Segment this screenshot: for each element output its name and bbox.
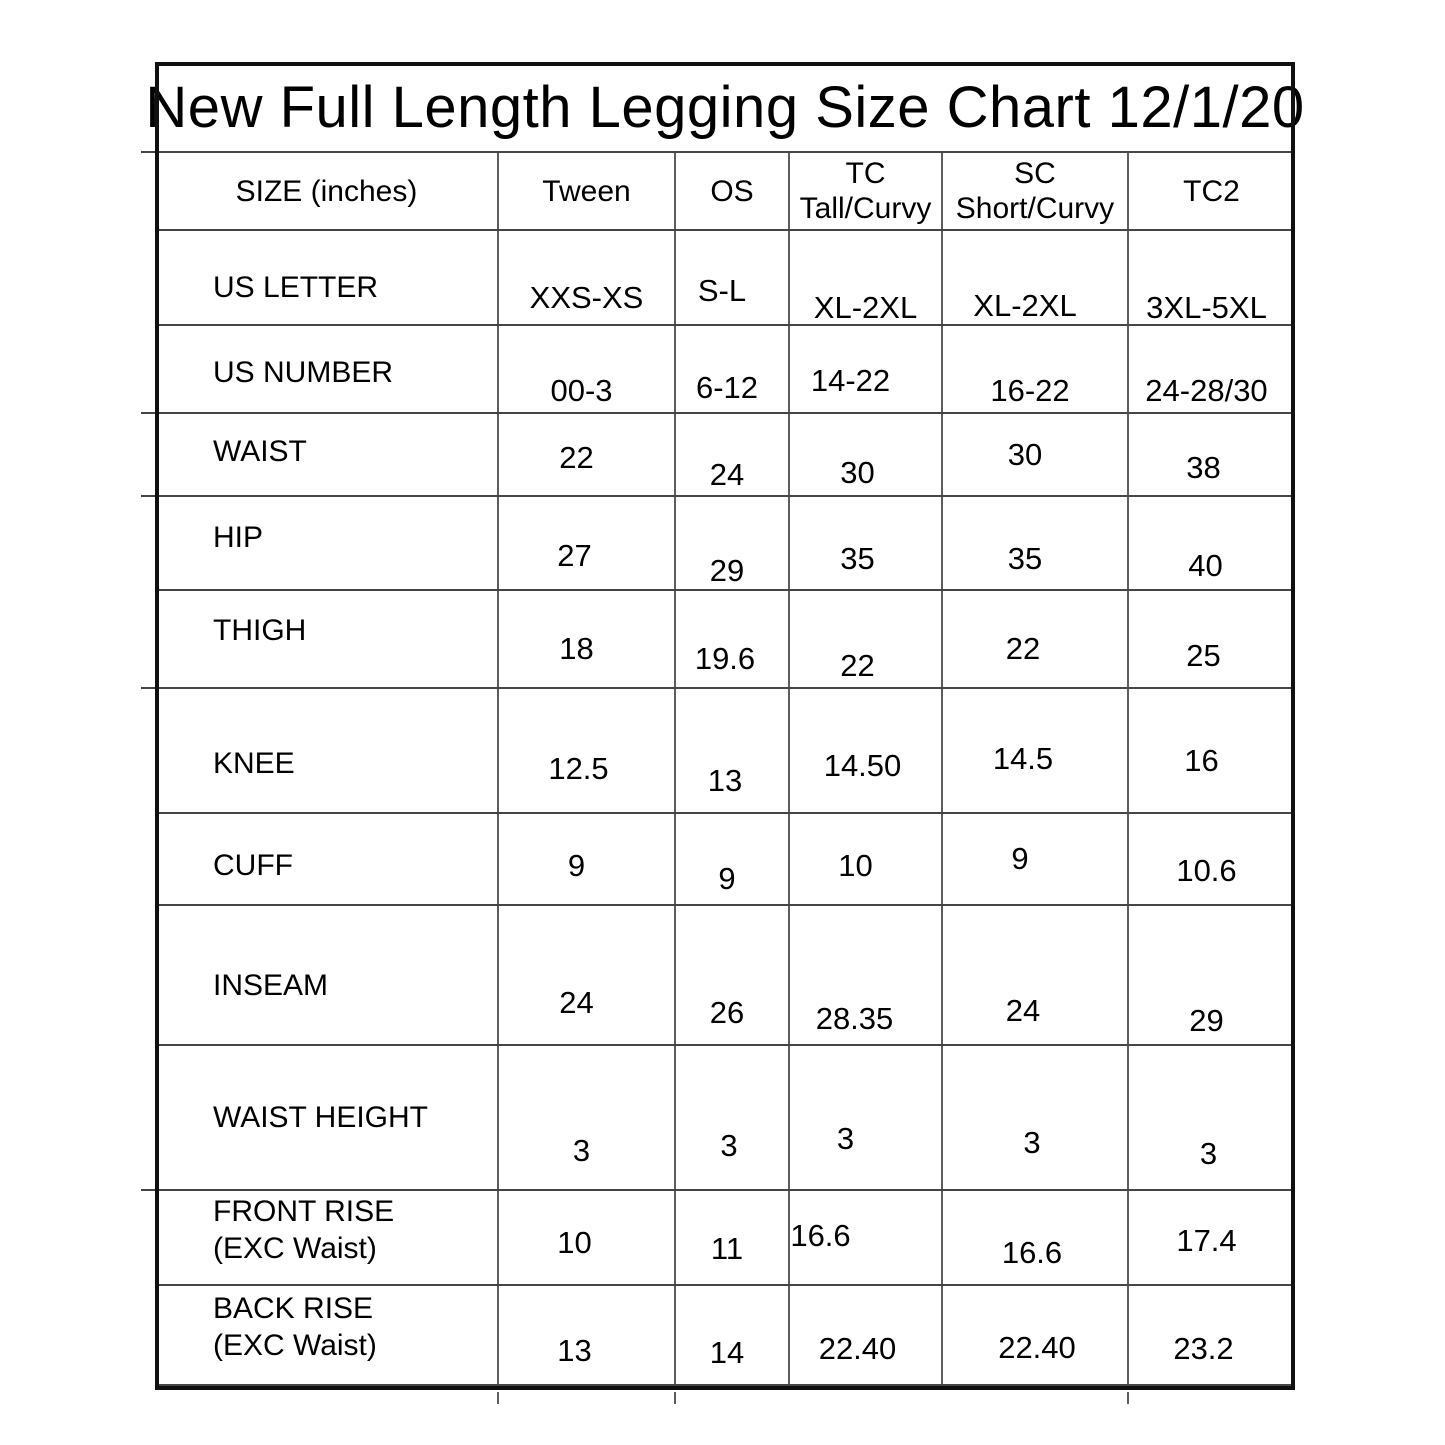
value-cell [1128,1285,1295,1390]
value-cell [1128,496,1295,590]
value-text: 22 [840,648,875,683]
value-cell [675,813,789,905]
value-cell [942,1190,1128,1285]
value-cell [1128,1045,1295,1190]
row-label-text: US NUMBER [213,355,394,389]
value-cell [789,813,942,905]
row-label [155,819,498,911]
grid-stub-tick [674,1392,676,1404]
value-cell [675,1285,789,1390]
row-label [155,490,498,584]
column-header-sublabel: Short/Curvy [955,192,1115,225]
value-cell [675,413,789,496]
value-cell [1128,905,1295,1045]
row-label-text: FRONT RISE [213,1194,395,1228]
row-label [155,915,498,1055]
value-text: 35 [1007,541,1043,576]
value-cell [675,230,789,325]
value-text: 27 [557,538,592,573]
column-header [942,152,1128,230]
value-text: 26 [709,995,745,1030]
value-cell [789,688,942,813]
value-cell [498,1045,675,1190]
value-text: 3 [836,1121,855,1156]
value-cell [498,230,675,325]
row-label [155,701,498,826]
value-text: 9 [1011,841,1029,876]
value-cell [942,1285,1128,1390]
value-text: 16.6 [790,1218,851,1253]
column-header [498,152,675,230]
row-label-text: KNEE [213,747,295,780]
value-cell [789,590,942,688]
value-cell [1128,1190,1295,1285]
value-text: 13 [557,1333,592,1368]
value-text: 24-28/30 [1145,373,1268,408]
row-label [155,328,498,416]
value-cell [498,590,675,688]
chart-title: New Full Length Legging Size Chart 12/1/20 [145,74,1305,140]
value-cell [1128,688,1295,813]
value-text: 17.4 [1176,1223,1237,1258]
value-cell [498,496,675,590]
grid-stub-tick [497,1392,499,1404]
value-text: S-L [697,273,747,308]
value-text: 28.35 [815,1001,894,1036]
value-cell [498,905,675,1045]
column-header-size [155,152,498,230]
value-cell [675,496,789,590]
value-cell [675,325,789,413]
value-text: 24 [709,457,745,492]
value-text: 24 [1005,993,1041,1028]
value-cell [675,590,789,688]
value-text: 3 [572,1133,591,1168]
value-text: 13 [707,763,743,798]
value-text: 40 [1188,548,1223,583]
row-label [155,581,498,679]
value-text: 24 [559,985,594,1020]
column-header [789,152,942,230]
value-text: 3XL-5XL [1146,290,1267,325]
value-text: 6-12 [695,370,759,405]
value-cell [675,688,789,813]
column-header-sublabel: Tall/Curvy [799,192,932,225]
value-cell [498,325,675,413]
value-cell [1128,230,1295,325]
row-label-text: THIGH [213,613,307,647]
column-header-label: SC [1014,157,1056,190]
value-text: 9 [567,848,586,883]
value-text: XXS-XS [529,280,644,315]
value-text: 30 [840,455,875,490]
value-cell [789,1190,942,1285]
value-text: 35 [840,541,875,576]
value-text: 16-22 [990,373,1070,408]
value-cell [942,1045,1128,1190]
value-text: 10 [557,1225,592,1260]
row-label [155,1045,498,1190]
row-label-subtext: (EXC Waist) [213,1328,377,1362]
value-text: 14.5 [992,741,1054,776]
value-cell [498,688,675,813]
value-cell [789,905,942,1045]
value-text: 29 [709,553,745,588]
value-text: 29 [1189,1003,1224,1038]
value-text: 30 [1007,437,1043,472]
value-text: 14.50 [823,748,902,783]
column-header-label: TC [845,157,886,190]
value-text: 38 [1186,450,1221,485]
value-text: XL-2XL [813,290,918,325]
grid-stub-tick [1127,1392,1129,1404]
value-cell [1128,590,1295,688]
value-text: 10.6 [1176,853,1237,888]
row-label-text: CUFF [213,848,293,882]
row-label [155,240,498,335]
value-text: 14 [709,1335,745,1370]
column-header [1128,152,1295,230]
value-cell [789,1045,942,1190]
value-text: 22.40 [818,1331,897,1366]
value-cell [789,413,942,496]
row-label-text: HIP [213,520,264,554]
value-cell [498,1285,675,1390]
value-text: 18 [559,631,594,666]
value-cell [942,688,1128,813]
value-text: 22 [1005,631,1041,666]
row-label [155,410,498,493]
value-cell [498,813,675,905]
value-text: 14-22 [810,363,891,398]
value-text: 10 [838,848,873,883]
value-text: 16.6 [1001,1235,1063,1270]
value-cell [789,325,942,413]
row-label-text: WAIST [213,435,307,468]
value-cell [942,905,1128,1045]
value-cell [498,1190,675,1285]
size-chart-table [145,62,1305,1390]
row-label [155,1182,498,1277]
value-cell [942,496,1128,590]
value-cell [1128,813,1295,905]
row-label [155,1274,498,1379]
value-cell [789,496,942,590]
value-text: 11 [710,1231,744,1266]
value-text: 00-3 [550,373,613,408]
column-header-label: Tween [542,174,631,208]
value-cell [942,813,1128,905]
value-cell [789,1285,942,1390]
value-cell [1128,413,1295,496]
value-text: XL-2XL [973,288,1077,323]
value-cell [675,905,789,1045]
value-cell [498,413,675,496]
value-cell [675,1190,789,1285]
column-header-label: SIZE (inches) [235,174,418,208]
row-label-text: WAIST HEIGHT [213,1101,429,1134]
value-text: 22.40 [998,1330,1076,1365]
column-header-label: OS [710,174,754,208]
value-cell [942,230,1128,325]
column-header-label: TC2 [1183,174,1240,208]
value-cell [675,1045,789,1190]
value-text: 9 [718,861,736,896]
value-cell [942,325,1128,413]
value-text: 3 [1023,1125,1041,1160]
value-text: 23.2 [1173,1331,1234,1366]
value-text: 3 [720,1128,738,1163]
value-text: 19.6 [694,641,756,676]
value-text: 22 [559,440,594,475]
row-label-text: INSEAM [213,968,329,1002]
column-header [675,152,789,230]
value-cell [942,590,1128,688]
row-label-text: BACK RISE [213,1291,374,1325]
value-cell [942,413,1128,496]
value-text: 3 [1199,1136,1218,1171]
value-text: 25 [1186,638,1221,673]
row-label-subtext: (EXC Waist) [213,1231,377,1265]
value-text: 16 [1184,743,1219,778]
value-cell [789,230,942,325]
row-label-text: US LETTER [213,271,379,304]
value-text: 12.5 [548,751,609,786]
value-cell [1128,325,1295,413]
